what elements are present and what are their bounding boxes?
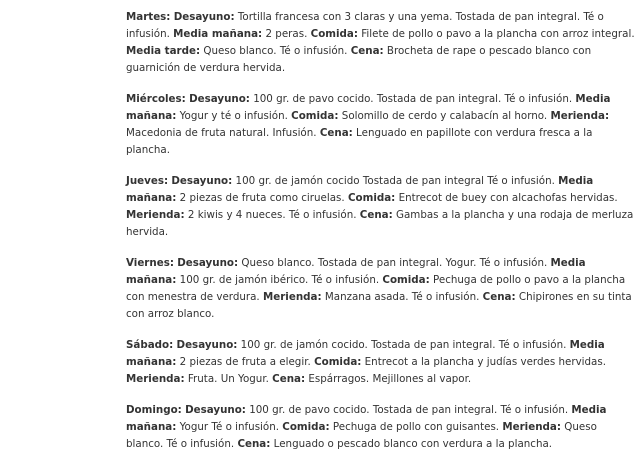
day-miercoles [126,91,636,159]
meal-text-merienda: Queso blanco. Té o infusión. [126,421,597,450]
meal-label-merienda: Merienda: [550,110,610,122]
meal-text-comida: Pechuga de pollo con guisantes. [332,421,500,433]
meal-text-comida: Entrecot de buey con alcachofas hervidas. [398,192,618,204]
meal-label-media-manana: Media mañana: [126,175,594,204]
meal-text-cena: Chipirones en su tinta con arroz blanco. [126,291,632,320]
meal-text-comida: Pechuga de pollo o pavo a la plancha con menestra de verdura. [126,274,626,303]
meal-label-cena: Cena: [359,209,393,221]
day-jueves [126,173,636,241]
meal-label-media-tarde: Media tarde: [126,45,201,57]
meal-label-media-manana: Media mañana: [173,28,263,40]
meal-label-cena: Cena: [350,45,384,57]
meal-label-desayuno: Desayuno: [173,11,235,23]
meal-text-desayuno: Tortilla francesa con 3 claras y una yema. Tostada de pan integral. Té o infusión. [126,11,604,40]
meal-label-cena: Cena: [482,291,516,303]
meal-label-desayuno: Desayuno: [177,257,239,269]
meal-text-comida: Filete de pollo o pavo a la plancha con arroz integral. [361,28,635,40]
meal-label-merienda: Merienda: [263,291,322,303]
day-label: Jueves: [126,175,169,187]
meal-text-merienda: Macedonia de fruta natural. Infusión. [126,127,317,139]
meal-text-comida: Entrecot a la plancha y judías verdes hervidas. [364,356,607,368]
meal-text-cena: Gambas a la plancha y una rodaja de merluza hervida. [126,209,634,238]
meal-text-media-tarde: Queso blanco. Té o infusión. [203,45,348,57]
meal-label-cena: Cena: [319,127,353,139]
meal-label-comida: Comida: [310,28,358,40]
meal-text-desayuno: 100 gr. de jamón cocido. Tostada de pan integral. Té o infusión. [240,339,567,351]
meal-text-media-manana: 2 peras. [265,28,308,40]
meal-text-comida: Solomillo de cerdo y calabacín al horno. [341,110,548,122]
day-label: Domingo: [126,404,182,416]
meal-label-comida: Comida: [314,356,362,368]
meal-text-cena: Espárragos. Mejillones al vapor. [308,373,472,385]
day-domingo [126,402,636,453]
meal-text-desayuno: 100 gr. de jamón cocido Tostada de pan integral Té o infusión. [235,175,555,187]
meal-label-media-manana: Media mañana: [126,93,611,122]
meal-text-media-manana: 2 piezas de fruta como ciruelas. [179,192,345,204]
meal-text-desayuno: 100 gr. de pavo cocido. Tostada de pan integral. Té o infusión. [249,404,569,416]
meal-text-desayuno: 100 gr. de pavo cocido. Tostada de pan integral. Té o infusión. [253,93,573,105]
day-viernes [126,255,636,323]
meal-text-merienda: Manzana asada. Té o infusión. [324,291,480,303]
meal-text-merienda: Fruta. Un Yogur. [187,373,269,385]
weekly-menu [126,9,636,467]
meal-text-cena: Lenguado o pescado blanco con verdura a la plancha. [273,438,553,450]
day-label: Martes: [126,11,171,23]
meal-label-comida: Comida: [282,421,330,433]
meal-text-desayuno: Queso blanco. Tostada de pan integral. Yogur. Té o infusión. [241,257,548,269]
meal-text-media-manana: Yogur Té o infusión. [179,421,280,433]
day-sabado [126,337,636,388]
day-label: Sábado: [126,339,174,351]
meal-label-media-manana: Media mañana: [126,339,605,368]
meal-label-comida: Comida: [291,110,339,122]
meal-label-media-manana: Media mañana: [126,404,607,433]
meal-label-desayuno: Desayuno: [185,404,246,416]
meal-text-cena: Brocheta de rape o pescado blanco con guarnición de verdura hervida. [126,45,592,74]
meal-label-cena: Cena: [237,438,271,450]
meal-text-cena: Lenguado en papillote con verdura fresca a la plancha. [126,127,593,156]
meal-label-comida: Comida: [382,274,430,286]
meal-label-desayuno: Desayuno: [176,339,238,351]
meal-text-media-manana: Yogur y té o infusión. [179,110,288,122]
meal-label-desayuno: Desayuno: [189,93,250,105]
meal-label-media-manana: Media mañana: [126,257,586,286]
meal-label-merienda: Merienda: [502,421,561,433]
day-martes [126,9,636,77]
meal-text-media-manana: 2 piezas de fruta a elegir. [179,356,311,368]
meal-text-media-manana: 100 gr. de jamón ibérico. Té o infusión. [179,274,380,286]
meal-label-comida: Comida: [347,192,396,204]
day-label: Viernes: [126,257,174,269]
meal-label-merienda: Merienda: [126,209,185,221]
meal-label-desayuno: Desayuno: [171,175,233,187]
meal-label-cena: Cena: [272,373,306,385]
meal-text-merienda: 2 kiwis y 4 nueces. Té o infusión. [187,209,357,221]
meal-label-merienda: Merienda: [126,373,185,385]
day-label: Miércoles: [126,93,186,105]
